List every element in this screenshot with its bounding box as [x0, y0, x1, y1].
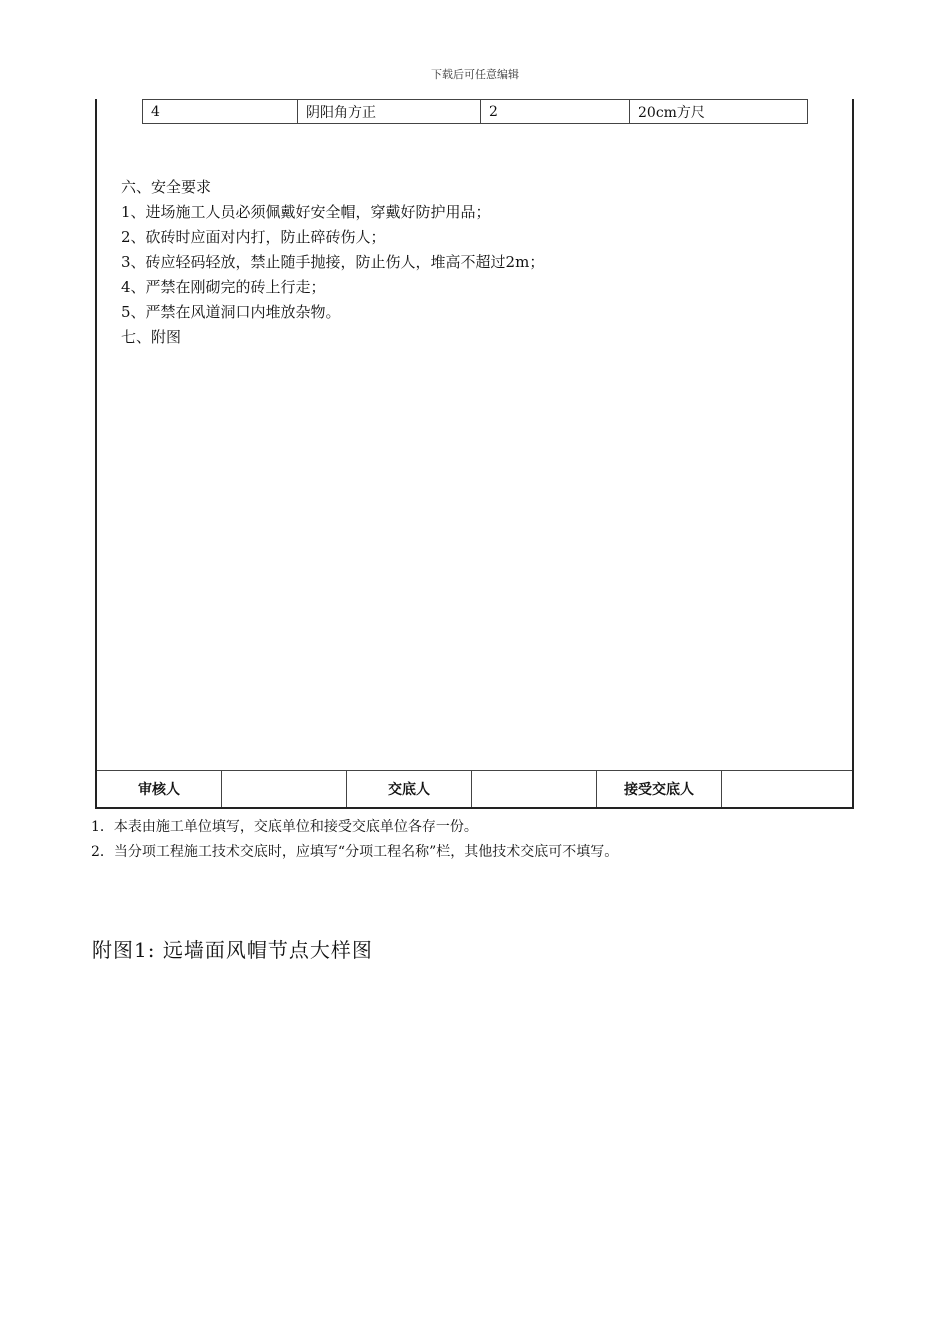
receiver-label: 接受交底人	[597, 771, 722, 807]
list-item: 4、严禁在刚砌完的砖上行走；	[121, 278, 326, 296]
receiver-field[interactable]	[722, 771, 852, 807]
discloser-label: 交底人	[347, 771, 472, 807]
quality-check-table	[142, 99, 808, 124]
discloser-field[interactable]	[472, 771, 597, 807]
safety-heading: 六、安全要求	[121, 178, 212, 196]
note-item: 1．本表由施工单位填写，交底单位和接受交底单位各存一份。	[91, 819, 478, 835]
tolerance-cell: 2	[481, 100, 630, 124]
reviewer-field[interactable]	[222, 771, 347, 807]
signature-row	[97, 770, 852, 807]
figure-title: 附图1: 远墙面风帽节点大样图	[92, 938, 373, 962]
list-item: 1、进场施工人员必须佩戴好安全帽，穿戴好防护用品；	[121, 203, 491, 221]
note-item: 2．当分项工程施工技术交底时，应填写“分项工程名称”栏，其他技术交底可不填写。	[91, 844, 619, 860]
list-item: 5、严禁在风道洞口内堆放杂物。	[121, 303, 341, 321]
table-row	[143, 100, 808, 124]
item-number-cell: 4	[143, 100, 298, 124]
form-notes	[91, 815, 618, 865]
attachment-heading: 七、附图	[121, 328, 182, 346]
list-item: 3、砖应轻码轻放，禁止随手抛接，防止伤人，堆高不超过2m；	[121, 253, 545, 271]
check-method-cell: 20cm方尺	[630, 100, 808, 124]
header-note: 下载后可任意编辑	[431, 68, 519, 81]
check-item-cell: 阴阳角方正	[298, 100, 481, 124]
reviewer-label: 审核人	[97, 771, 222, 807]
safety-requirements	[121, 175, 544, 350]
list-item: 2、砍砖时应面对内打，防止碎砖伤人；	[121, 228, 386, 246]
disclosure-form-frame	[95, 99, 854, 809]
